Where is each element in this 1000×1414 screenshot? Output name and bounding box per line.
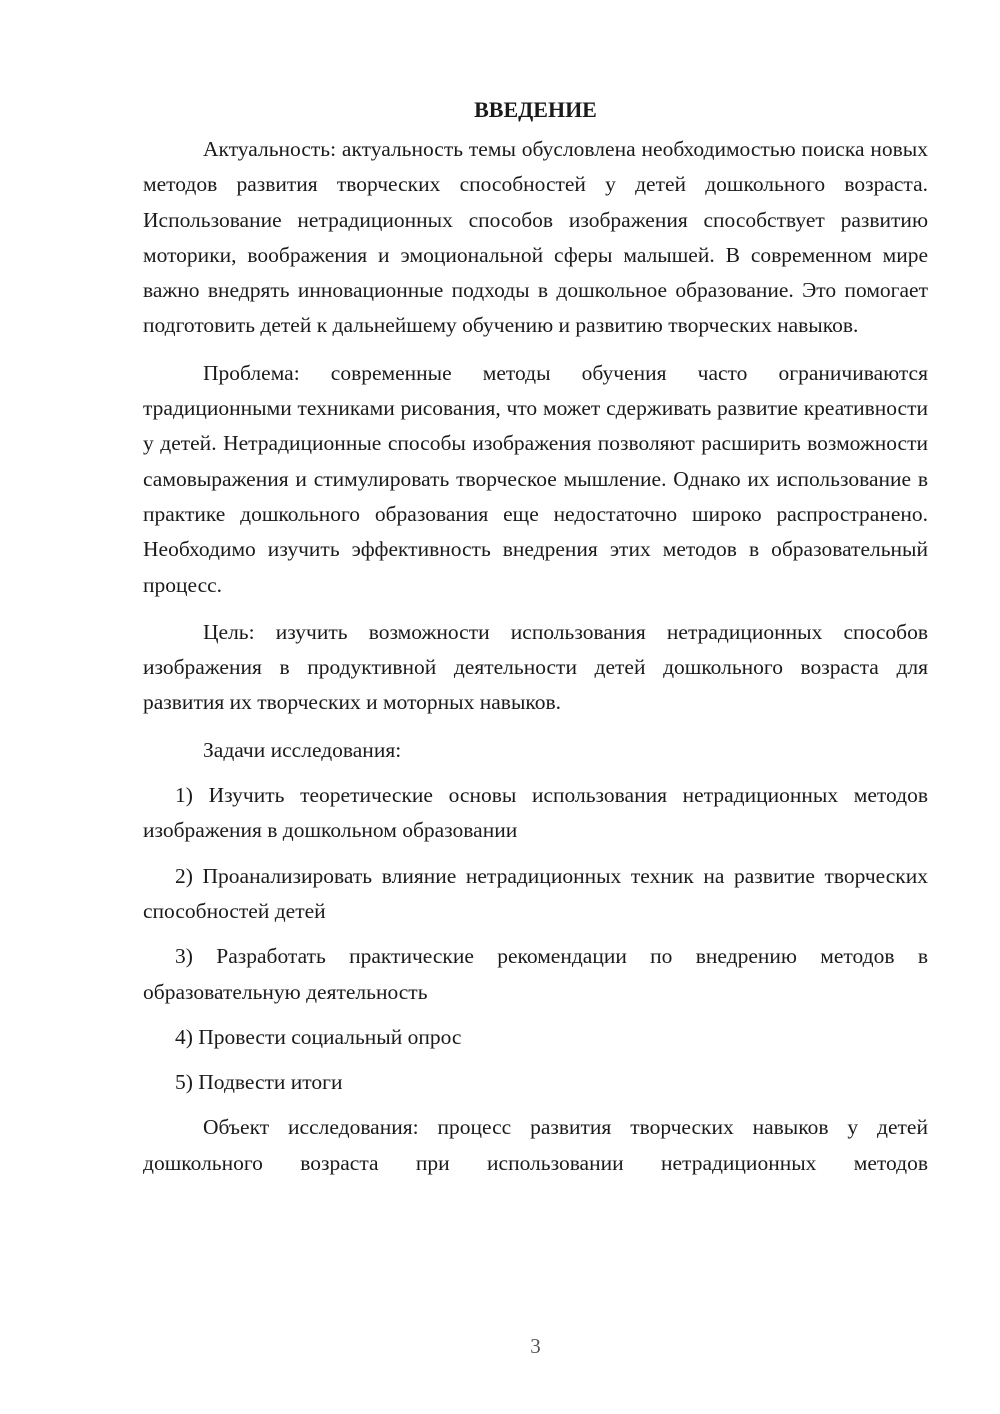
task-item: 1) Изучить теоретические основы использования нетрадиционных методов изображения в дошкольном образовании bbox=[143, 783, 928, 843]
problem-paragraph: Проблема: современные методы обучения часто ограничиваются традиционными техниками рисования, что может сдерживать развитие креативности у детей. Нетрадиционные способы изображения позволяют расширить возможности самовыражения и стимулировать творческое мышление. Однако их использование в практике дошкольного образования еще недостаточно широко распространено. Необходимо изучить эффективность внедрения этих методов в образовательный процесс. bbox=[143, 360, 928, 597]
tasks-heading: Задачи исследования: bbox=[203, 737, 402, 762]
task-item: 3) Разработать практические рекомендации по внедрению методов в образовательную деятельность bbox=[143, 944, 928, 1004]
goal-paragraph: Цель: изучить возможности использования нетрадиционных способов изображения в продуктивной деятельности детей дошкольного возраста для развития их творческих и моторных навыков. bbox=[143, 619, 928, 715]
task-item: 5) Подвести итоги bbox=[175, 1070, 343, 1095]
task-item: 4) Провести социальный опрос bbox=[175, 1024, 462, 1049]
tasks-list bbox=[143, 778, 928, 1100]
object-paragraph: Объект исследования: процесс развития творческих навыков у детей дошкольного возраста при использовании нетрадиционных методов bbox=[143, 1115, 928, 1175]
task-item: 2) Проанализировать влияние нетрадиционных техник на развитие творческих способностей детей bbox=[143, 863, 928, 923]
page-number: 3 bbox=[530, 1334, 541, 1358]
document-page bbox=[143, 92, 928, 1181]
relevance-paragraph: Актуальность: актуальность темы обусловлена необходимостью поиска новых методов развития творческих способностей у детей дошкольного возраста. Использование нетрадиционных способов изображения способствует развитию моторики, воображения и эмоциональной сферы малышей. В современном мире важно внедрять инновационные подходы в дошкольное образование. Это помогает подготовить детей к дальнейшему обучению и развитию творческих навыков. bbox=[143, 137, 928, 338]
section-heading: ВВЕДЕНИЕ bbox=[474, 97, 597, 122]
